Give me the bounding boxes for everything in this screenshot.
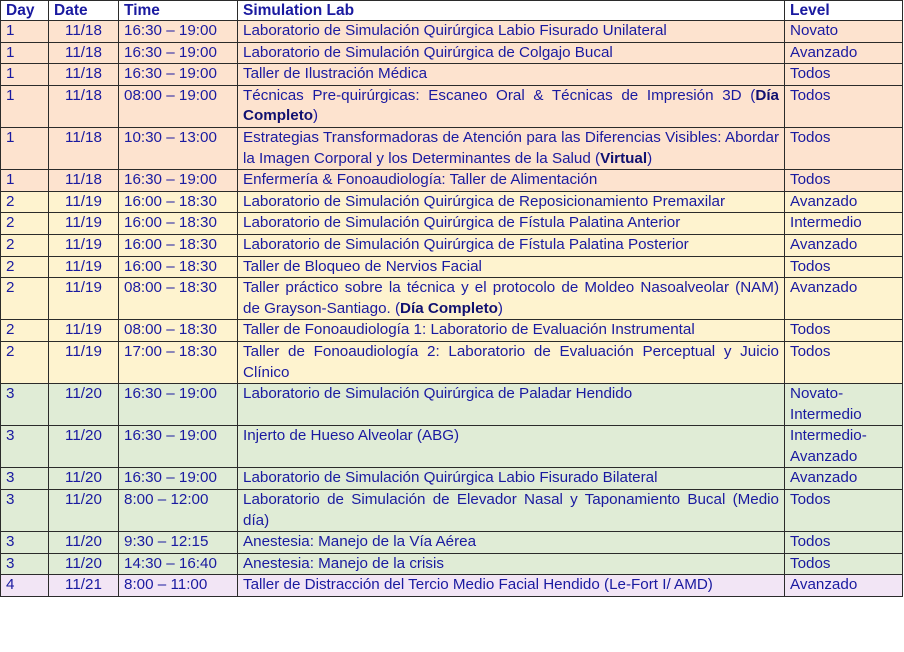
- date-cell: 11/20: [49, 426, 119, 468]
- lab-title: Técnicas Pre-quirúrgicas: Escaneo Oral & Técnicas de Impresión 3D (: [243, 86, 756, 104]
- day-cell: 2: [1, 320, 49, 342]
- lab-title: Taller de Distracción del Tercio Medio Facial Hendido (Le-Fort I/ AMD): [243, 576, 713, 594]
- day-cell: 3: [1, 532, 49, 554]
- lab-title-cell: [238, 575, 785, 597]
- lab-title: Laboratorio de Simulación Quirúrgica de Reposicionamiento Premaxilar: [243, 192, 726, 210]
- time-cell: 16:30 – 19:00: [119, 426, 238, 468]
- table-row: [1, 64, 903, 86]
- level-cell: Todos: [785, 256, 903, 278]
- table-row: [1, 575, 903, 597]
- day-cell: 2: [1, 213, 49, 235]
- day-cell: 4: [1, 575, 49, 597]
- level-cell: Todos: [785, 127, 903, 169]
- header-day: Day: [1, 1, 49, 21]
- date-cell: 11/20: [49, 532, 119, 554]
- lab-title-cell: [238, 320, 785, 342]
- lab-title-cell: [238, 278, 785, 320]
- table-row: [1, 384, 903, 426]
- table-row: [1, 553, 903, 575]
- time-cell: 16:30 – 19:00: [119, 468, 238, 490]
- time-cell: 10:30 – 13:00: [119, 127, 238, 169]
- date-cell: 11/19: [49, 278, 119, 320]
- date-cell: 11/19: [49, 341, 119, 383]
- date-cell: 11/21: [49, 575, 119, 597]
- lab-title: Taller práctico sobre la técnica y el protocolo de Moldeo Nasoalveolar (NAM) de Grayson-Santiago. (: [243, 279, 779, 317]
- time-cell: 16:00 – 18:30: [119, 191, 238, 213]
- day-cell: 2: [1, 278, 49, 320]
- table-row: [1, 490, 903, 532]
- lab-title: Laboratorio de Simulación Quirúrgica de Fístula Palatina Anterior: [243, 214, 681, 232]
- level-cell: Avanzado: [785, 575, 903, 597]
- header-date: Date: [49, 1, 119, 21]
- lab-title: Laboratorio de Simulación Quirúrgica Labio Fisurado Bilateral: [243, 469, 658, 487]
- lab-title: Laboratorio de Simulación Quirúrgica de Paladar Hendido: [243, 385, 633, 403]
- table-row: [1, 256, 903, 278]
- level-cell: Todos: [785, 532, 903, 554]
- lab-title: Laboratorio de Simulación de Elevador Nasal y Taponamiento Bucal (Medio día): [243, 491, 779, 529]
- level-cell: Todos: [785, 64, 903, 86]
- time-cell: 17:00 – 18:30: [119, 341, 238, 383]
- level-cell: Avanzado: [785, 42, 903, 64]
- level-cell: Todos: [785, 553, 903, 575]
- date-cell: 11/20: [49, 384, 119, 426]
- lab-title: Injerto de Hueso Alveolar (ABG): [243, 427, 460, 445]
- lab-title-emphasis: Virtual: [600, 149, 648, 167]
- lab-title: Taller de Fonoaudiología 2: Laboratorio de Evaluación Perceptual y Juicio Clínico: [243, 342, 779, 381]
- header-time: Time: [119, 1, 238, 21]
- table-row: [1, 320, 903, 342]
- level-cell: Avanzado: [785, 468, 903, 490]
- day-cell: 3: [1, 553, 49, 575]
- lab-title-suffix: ): [313, 107, 319, 125]
- level-cell: Avanzado: [785, 191, 903, 213]
- day-cell: 1: [1, 85, 49, 127]
- table-row: [1, 170, 903, 192]
- time-cell: 8:00 – 12:00: [119, 490, 238, 532]
- time-cell: 16:00 – 18:30: [119, 234, 238, 256]
- day-cell: 3: [1, 468, 49, 490]
- header-row: [1, 1, 903, 21]
- lab-title: Taller de Fonoaudiología 1: Laboratorio de Evaluación Instrumental: [243, 321, 695, 339]
- lab-title-cell: [238, 21, 785, 43]
- lab-title-cell: [238, 191, 785, 213]
- header-level: Level: [785, 1, 903, 21]
- lab-title-cell: [238, 64, 785, 86]
- level-cell: Todos: [785, 320, 903, 342]
- level-cell: Intermedio-Avanzado: [785, 426, 903, 468]
- lab-title-cell: [238, 127, 785, 169]
- lab-title-cell: [238, 256, 785, 278]
- day-cell: 2: [1, 234, 49, 256]
- date-cell: 11/18: [49, 170, 119, 192]
- date-cell: 11/18: [49, 85, 119, 127]
- day-cell: 1: [1, 170, 49, 192]
- level-cell: Todos: [785, 85, 903, 127]
- day-cell: 2: [1, 191, 49, 213]
- lab-title: Enfermería & Fonoaudiología: Taller de Alimentación: [243, 171, 598, 189]
- time-cell: 8:00 – 11:00: [119, 575, 238, 597]
- lab-title: Taller de Bloqueo de Nervios Facial: [243, 257, 482, 275]
- day-cell: 2: [1, 256, 49, 278]
- lab-title: Anestesia: Manejo de la crisis: [243, 554, 444, 572]
- date-cell: 11/19: [49, 191, 119, 213]
- date-cell: 11/19: [49, 234, 119, 256]
- date-cell: 11/19: [49, 256, 119, 278]
- lab-title-emphasis: Día Completo: [243, 86, 779, 125]
- lab-title-cell: [238, 553, 785, 575]
- table-row: [1, 234, 903, 256]
- lab-title-cell: [238, 42, 785, 64]
- time-cell: 16:30 – 19:00: [119, 64, 238, 86]
- time-cell: 16:00 – 18:30: [119, 213, 238, 235]
- schedule-body: [1, 21, 903, 597]
- day-cell: 2: [1, 341, 49, 383]
- date-cell: 11/20: [49, 468, 119, 490]
- date-cell: 11/18: [49, 42, 119, 64]
- table-row: [1, 85, 903, 127]
- lab-title-cell: [238, 532, 785, 554]
- time-cell: 16:30 – 19:00: [119, 21, 238, 43]
- table-row: [1, 426, 903, 468]
- day-cell: 3: [1, 384, 49, 426]
- table-row: [1, 127, 903, 169]
- lab-title: Taller de Ilustración Médica: [243, 65, 428, 83]
- date-cell: 11/19: [49, 320, 119, 342]
- time-cell: 16:00 – 18:30: [119, 256, 238, 278]
- table-row: [1, 532, 903, 554]
- level-cell: Novato: [785, 21, 903, 43]
- lab-title-cell: [238, 490, 785, 532]
- table-row: [1, 213, 903, 235]
- time-cell: 9:30 – 12:15: [119, 532, 238, 554]
- level-cell: Avanzado: [785, 278, 903, 320]
- table-row: [1, 341, 903, 383]
- lab-title: Laboratorio de Simulación Quirúrgica Labio Fisurado Unilateral: [243, 22, 667, 39]
- lab-title-suffix: ): [647, 149, 653, 167]
- level-cell: Todos: [785, 341, 903, 383]
- date-cell: 11/20: [49, 553, 119, 575]
- date-cell: 11/18: [49, 64, 119, 86]
- lab-title-cell: [238, 426, 785, 468]
- lab-title-cell: [238, 85, 785, 127]
- day-cell: 1: [1, 64, 49, 86]
- lab-title: Laboratorio de Simulación Quirúrgica de Fístula Palatina Posterior: [243, 235, 689, 253]
- date-cell: 11/19: [49, 213, 119, 235]
- day-cell: 3: [1, 490, 49, 532]
- level-cell: Todos: [785, 170, 903, 192]
- table-row: [1, 278, 903, 320]
- time-cell: 16:30 – 19:00: [119, 170, 238, 192]
- lab-title-emphasis: Día Completo: [400, 299, 498, 317]
- time-cell: 08:00 – 19:00: [119, 85, 238, 127]
- time-cell: 08:00 – 18:30: [119, 320, 238, 342]
- lab-title: Laboratorio de Simulación Quirúrgica de Colgajo Bucal: [243, 43, 613, 61]
- level-cell: Intermedio: [785, 213, 903, 235]
- table-row: [1, 468, 903, 490]
- day-cell: 3: [1, 426, 49, 468]
- time-cell: 16:30 – 19:00: [119, 42, 238, 64]
- lab-title-cell: [238, 170, 785, 192]
- lab-title-cell: [238, 341, 785, 383]
- header-simulation-lab: Simulation Lab: [238, 1, 785, 21]
- lab-title-cell: [238, 213, 785, 235]
- lab-title: Anestesia: Manejo de la Vía Aérea: [243, 533, 477, 551]
- level-cell: Novato-Intermedio: [785, 384, 903, 426]
- day-cell: 1: [1, 127, 49, 169]
- lab-title-suffix: ): [497, 299, 503, 317]
- table-row: [1, 21, 903, 43]
- day-cell: 1: [1, 21, 49, 43]
- level-cell: Todos: [785, 490, 903, 532]
- lab-title-cell: [238, 384, 785, 426]
- lab-title-cell: [238, 234, 785, 256]
- day-cell: 1: [1, 42, 49, 64]
- lab-title: Estrategias Transformadoras de Atención para las Diferencias Visibles: Abordar la Imagen Corporal y los Determinantes de la Salud (: [243, 128, 779, 167]
- table-row: [1, 191, 903, 213]
- time-cell: 08:00 – 18:30: [119, 278, 238, 320]
- time-cell: 14:30 – 16:40: [119, 553, 238, 575]
- date-cell: 11/20: [49, 490, 119, 532]
- lab-title-cell: [238, 468, 785, 490]
- table-row: [1, 42, 903, 64]
- level-cell: Avanzado: [785, 234, 903, 256]
- date-cell: 11/18: [49, 127, 119, 169]
- time-cell: 16:30 – 19:00: [119, 384, 238, 426]
- date-cell: 11/18: [49, 21, 119, 43]
